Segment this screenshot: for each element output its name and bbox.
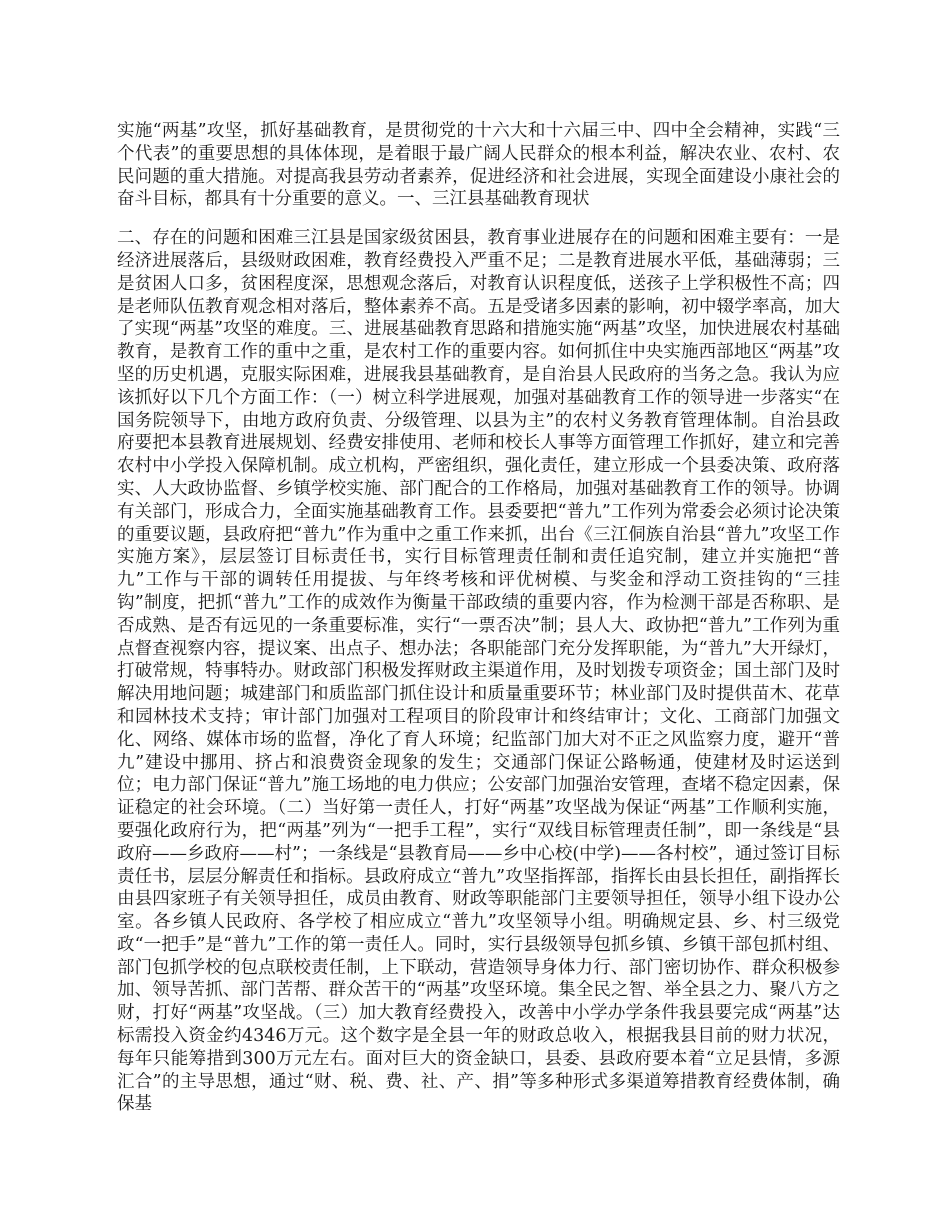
document-page [117,120,840,1116]
paragraph-body: 二、存在的问题和困难三江县是国家级贫困县，教育事业进展存在的问题和困难主要有：一是经济进展落后，县级财政困难，教育经费投入严重不足；二是教育进展水平低，基础薄弱；三是贫困人口多，贫困程度深，思想观念落后，对教育认识程度低，送孩子上学积极性不高；四是老师队伍教育观念相对落后，整体素养不高。五是受诸多因素的影响，初中辍学率高，加大了实现“两基”攻坚的难度。三、进展基础教育思路和措施实施“两基”攻坚，加快进展农村基础教育，是教育工作的重中之重，是农村工作的重要内容。如何抓住中央实施西部地区“两基”攻坚的历史机遇，克服实际困难，进展我县基础教育，是自治县人民政府的当务之急。我认为应该抓好以下几个方面工作：（一）树立科学进展观，加强对基础教育工作的领导进一步落实“在国务院领导下，由地方政府负责、分级管理、以县为主”的农村义务教育管理体制。自治县政府要把本县教育进展规划、经费安排使用、老师和校长人事等方面管理工作抓好，建立和完善农村中小学投入保障机制。成立机构，严密组织，强化责任，建立形成一个县委决策、政府落实、人大政协监督、乡镇学校实施、部门配合的工作格局，加强对基础教育工作的领导。协调有关部门，形成合力，全面实施基础教育工作。县委要把“普九”工作列为常委会必须讨论决策的重要议题，县政府把“普九”作为重中之重工作来抓，出台《三江侗族自治县“普九”攻坚工作实施方案》，层层签订目标责任书，实行目标管理责任制和责任追究制，建立并实施把“普九”工作与干部的调转任用提拔、与年终考核和评优树模、与奖金和浮动工资挂钩的“三挂钩”制度，把抓“普九”工作的成效作为衡量干部政绩的重要内容，作为检测干部是否称职、是否成熟、是否有远见的一条重要标准，实行“一票否决”制；县人大、政协把“普九”工作列为重点督查视察内容，提议案、出点子、想办法；各职能部门充分发挥职能，为“普九”大开绿灯，打破常规，特事特办。财政部门积极发挥财政主渠道作用，及时划拨专项资金；国土部门及时解决用地问题；城建部门和质监部门抓住设计和质量重要环节；林业部门及时提供苗木、花草和园林技术支持；审计部门加强对工程项目的阶段审计和终结审计；文化、工商部门加强文化、网络、媒体市场的监督，净化了育人环境；纪监部门加大对不正之风监察力度，避开“普九”建设中挪用、挤占和浪费资金现象的发生；交通部门保证公路畅通，使建材及时运送到位；电力部门保证“普九”施工场地的电力供应；公安部门加强治安管理，查堵不稳定因素，保证稳定的社会环境。（二）当好第一责任人，打好“两基”攻坚战为保证“两基”工作顺利实施，要强化政府行为，把“两基”列为“一把手工程”，实行“双线目标管理责任制”，即一条线是“县政府——乡政府——村”；一条线是“县教育局——乡中心校(中学)——各村校”，通过签订目标责任书，层层分解责任和指标。县政府成立“普九”攻坚指挥部，指挥长由县长担任，副指挥长由县四家班子有关领导担任，成员由教育、财政等职能部门主要领导担任，领导小组下设办公室。各乡镇人民政府、各学校了相应成立“普九”攻坚领导小组。明确规定县、乡、村三级党政“一把手”是“普九”工作的第一责任人。同时，实行县级领导包抓乡镇、乡镇干部包抓村组、部门包抓学校的包点联校责任制，上下联动，营造领导身体力行、部门密切协作、群众积极参加、领导苦抓、部门苦帮、群众苦干的“两基”攻坚环境。集全民之智、举全县之力、聚八方之财，打好“两基”攻坚战。（三）加大教育经费投入，改善中小学办学条件我县要完成“两基”达标需投入资金约4346万元。这个数字是全县一年的财政总收入，根据我县目前的财力状况，每年只能筹措到300万元左右。面对巨大的资金缺口，县委、县政府要本着“立足县情，多源汇合”的主导思想，通过“财、税、费、社、产、捐”等多种形式多渠道筹措教育经费体制，确保基 [117,228,840,1115]
paragraph-intro: 实施“两基”攻坚，抓好基础教育，是贯彻党的十六大和十六届三中、四中全会精神，实践“三个代表”的重要思想的具体体现，是着眼于最广阔人民群众的根本利益，解决农业、农村、农民问题的重大措施。对提高我县劳动者素养，促进经济和社会进展，实现全面建设小康社会的奋斗目标，都具有十分重要的意义。一、三江县基础教育现状 [117,121,840,210]
